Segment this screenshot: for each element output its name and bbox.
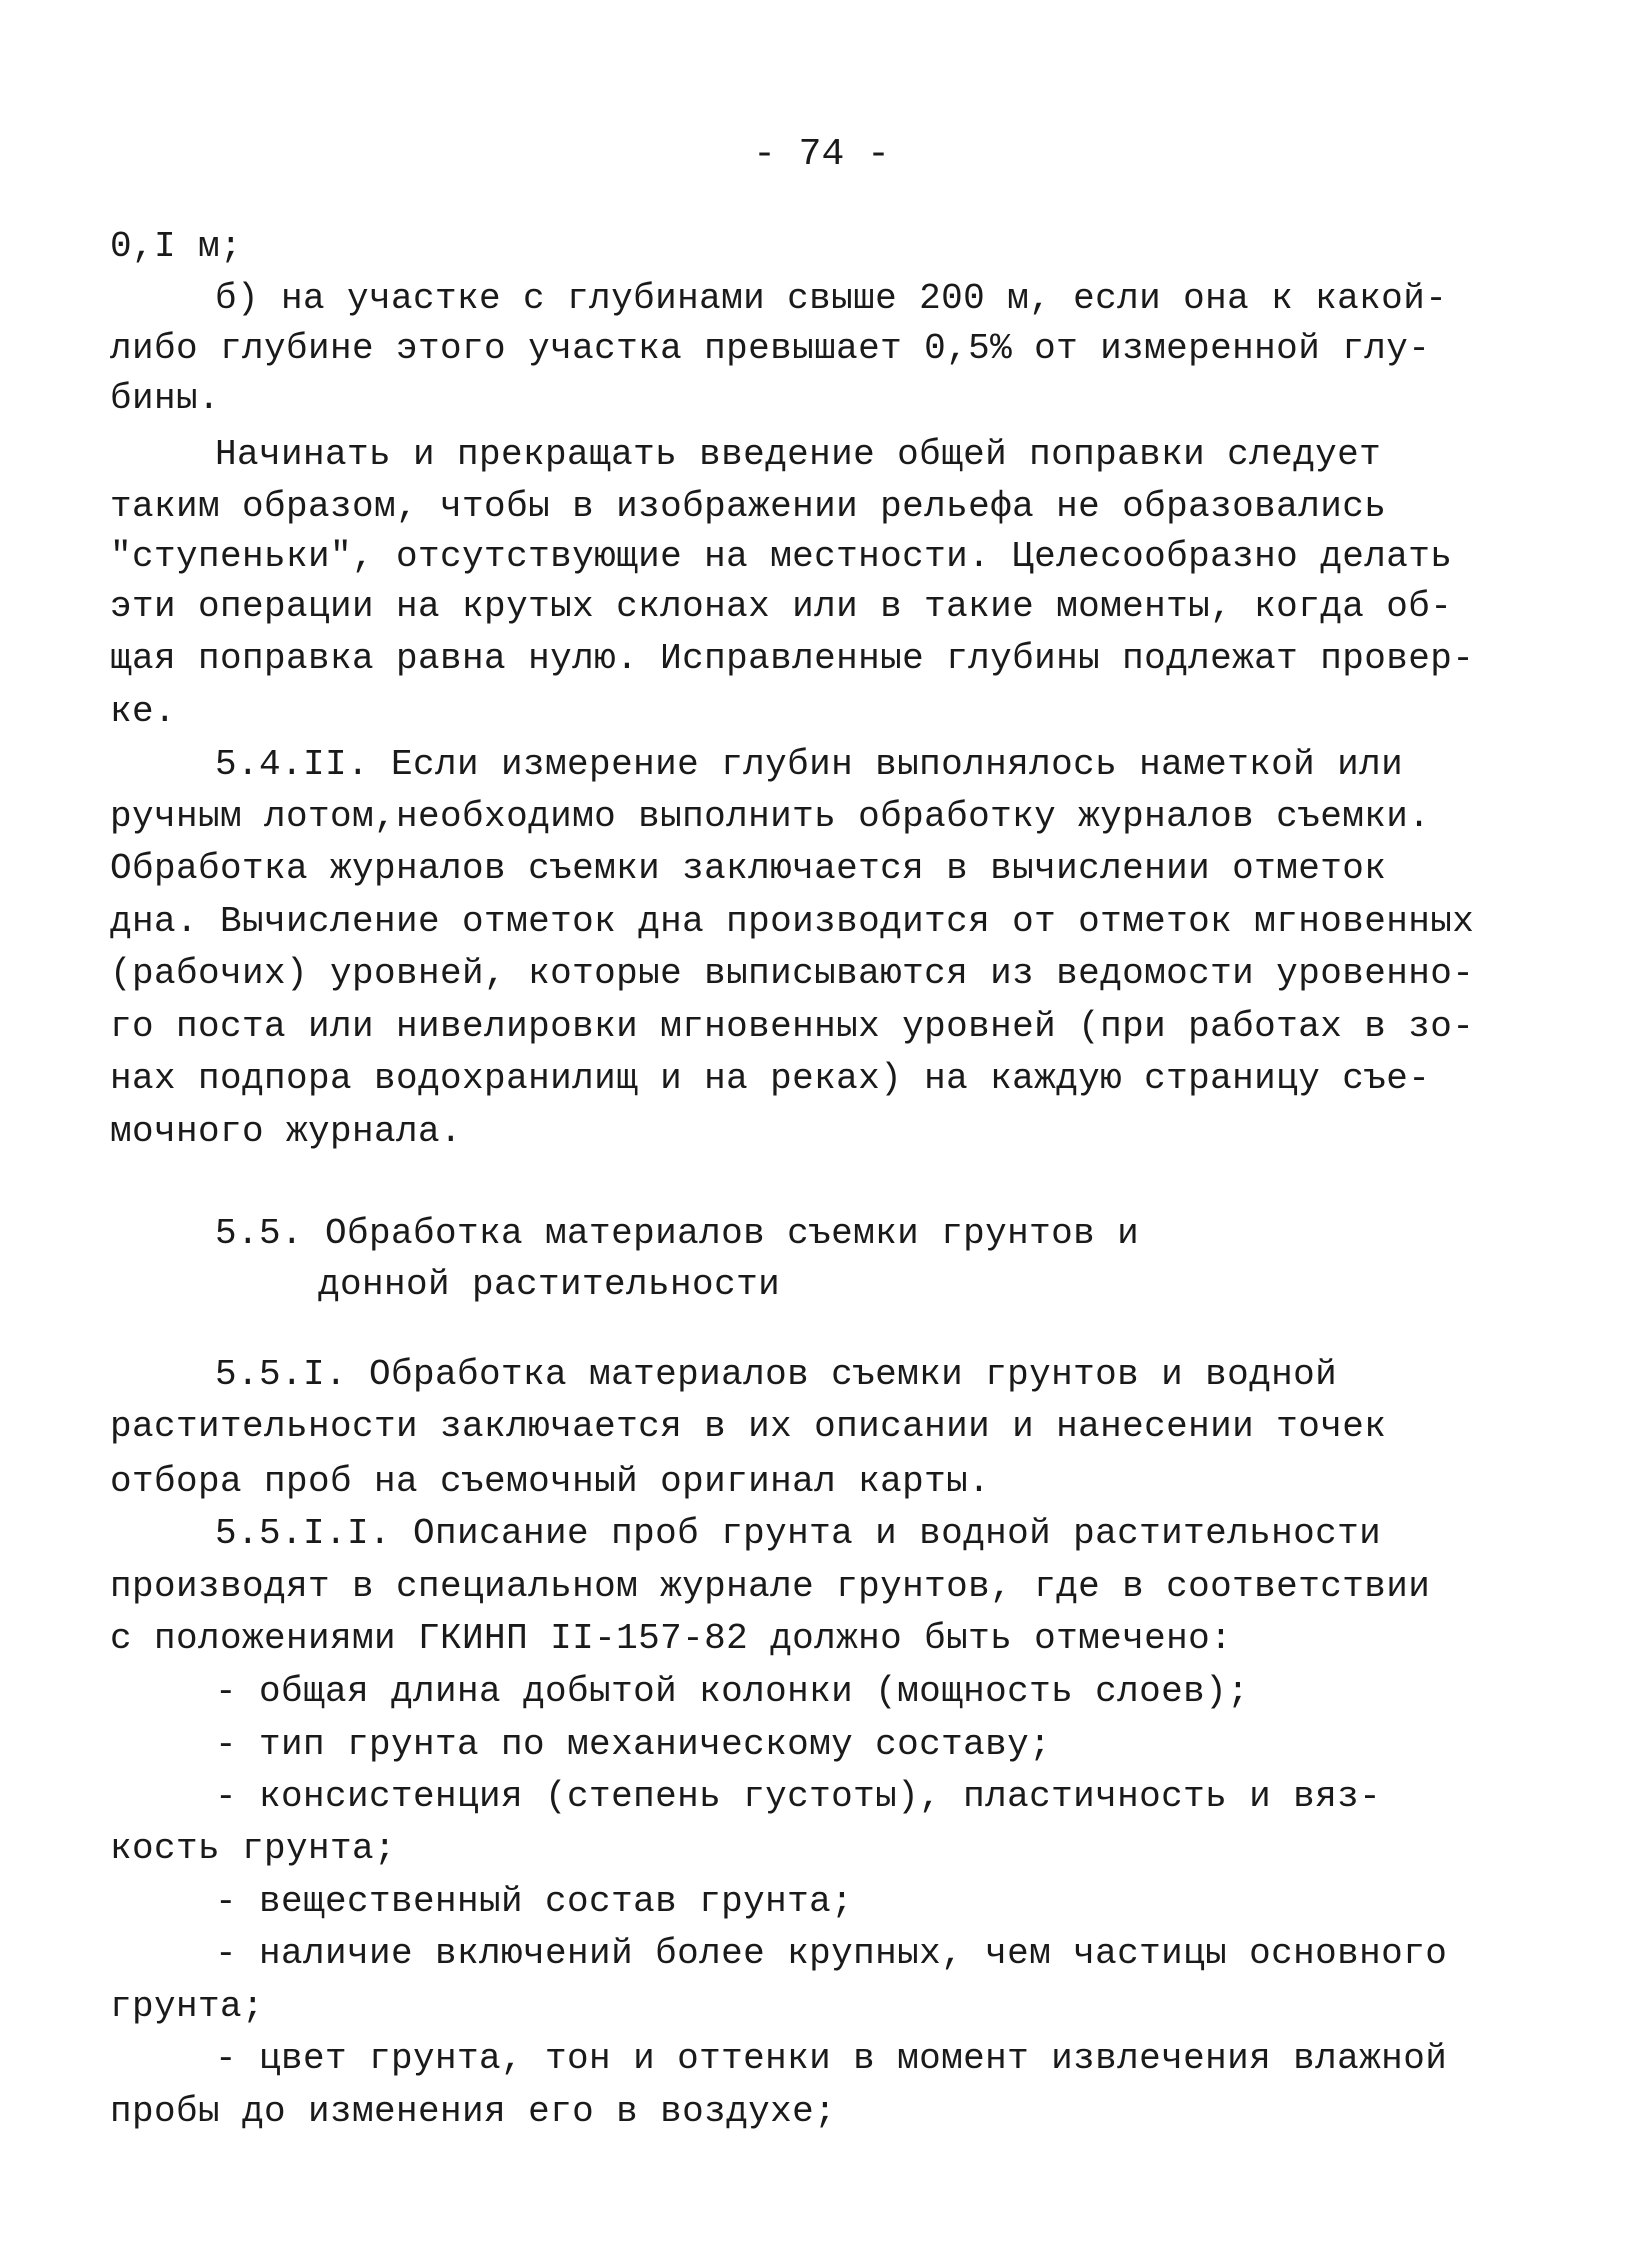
text-line: таким образом, чтобы в изображении рельефа не образовались [110, 486, 1387, 527]
text-line: "ступеньки", отсутствующие на местности. Целесообразно делать [110, 536, 1453, 577]
text-line: дна. Вычисление отметок дна производится от отметок мгновенных [110, 901, 1475, 942]
text-line: Обработка журналов съемки заключается в вычислении отметок [110, 848, 1387, 889]
text-line: нах подпора водохранилищ и на реках) на каждую страницу съе- [110, 1058, 1431, 1099]
text-line: эти операции на крутых склонах или в такие моменты, когда об- [110, 586, 1453, 627]
text-line: 5.5.I. Обработка материалов съемки грунтов и водной [215, 1354, 1338, 1395]
list-item: - вещественный состав грунта; [215, 1881, 854, 1922]
text-line: отбора проб на съемочный оригинал карты. [110, 1461, 991, 1502]
text-line: пробы до изменения его в воздухе; [110, 2091, 837, 2132]
text-line: мочного журнала. [110, 1111, 463, 1152]
text-line: кость грунта; [110, 1828, 397, 1869]
text-line: 0,I м; [110, 226, 243, 267]
text-line: бины. [110, 378, 221, 419]
text-line: с положениями ГКИНП II-157-82 должно быть отмечено: [110, 1618, 1233, 1659]
page-number: - 74 - [753, 133, 890, 176]
text-line: го поста или нивелировки мгновенных уровней (при работах в зо- [110, 1006, 1475, 1047]
list-item: - тип грунта по механическому составу; [215, 1724, 1052, 1765]
list-item: - наличие включений более крупных, чем частицы основного [215, 1933, 1448, 1974]
text-line: производят в специальном журнале грунтов, где в соответствии [110, 1566, 1431, 1607]
list-item: - консистенция (степень густоты), пластичность и вяз- [215, 1776, 1382, 1817]
text-line: грунта; [110, 1986, 265, 2027]
text-line: 5.4.II. Если измерение глубин выполнялось наметкой или [215, 744, 1404, 785]
text-line: щая поправка равна нулю. Исправленные глубины подлежат провер- [110, 638, 1475, 679]
text-line: ке. [110, 691, 177, 732]
section-heading: донной растительности [318, 1264, 781, 1305]
text-line: Начинать и прекращать введение общей поправки следует [215, 434, 1382, 475]
text-line: б) на участке с глубинами свыше 200 м, если она к какой- [215, 278, 1448, 319]
list-item: - цвет грунта, тон и оттенки в момент извлечения влажной [215, 2038, 1448, 2079]
text-line: либо глубине этого участка превышает 0,5% от измеренной глу- [110, 328, 1431, 369]
text-line: 5.5.I.I. Описание проб грунта и водной растительности [215, 1513, 1382, 1554]
list-item: - общая длина добытой колонки (мощность слоев); [215, 1671, 1250, 1712]
text-line: ручным лотом,необходимо выполнить обработку журналов съемки. [110, 796, 1431, 837]
text-line: растительности заключается в их описании и нанесении точек [110, 1406, 1387, 1447]
section-heading: 5.5. Обработка материалов съемки грунтов и [215, 1213, 1140, 1254]
text-line: (рабочих) уровней, которые выписываются из ведомости уровенно- [110, 953, 1475, 994]
